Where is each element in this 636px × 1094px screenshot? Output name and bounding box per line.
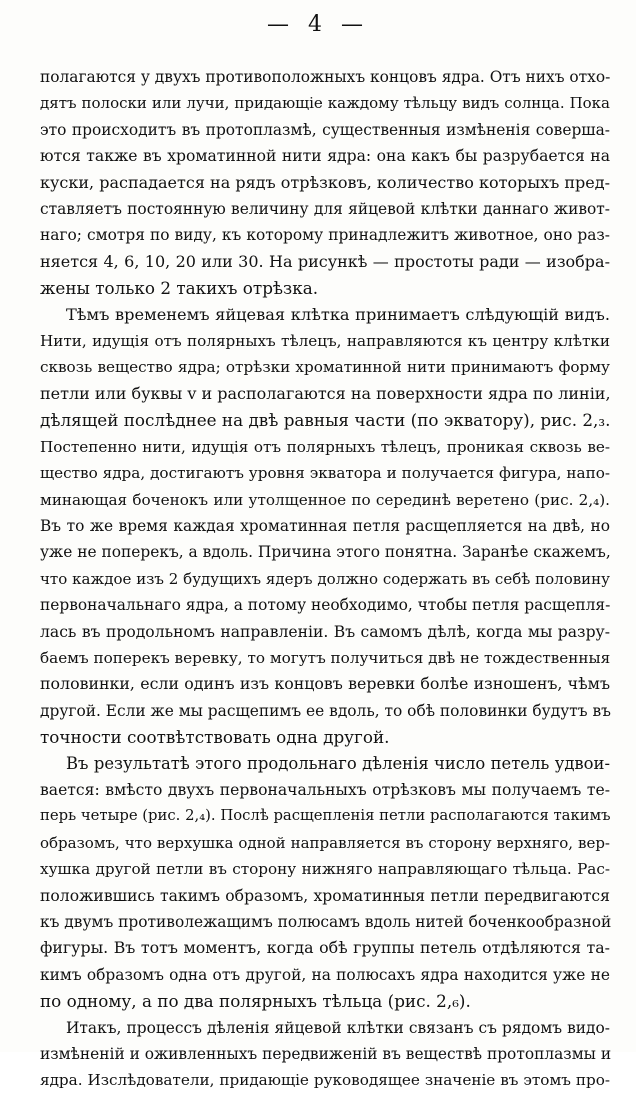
- text-line: ются также въ хроматинной нити ядра: она какъ бы разрубается на: [40, 147, 610, 166]
- text-line: половинки, если одинъ изъ концовъ веревки болѣе изношенъ, чѣмъ: [40, 674, 610, 694]
- text-line: щество ядра, достигаютъ уровня экватора и получается фигура, напо-: [40, 464, 610, 483]
- text-line: первоначальнаго ядра, а потому необходимо, чтобы петля расщепля-: [40, 596, 611, 615]
- text-line: полагаются у двухъ противоположныхъ концовъ ядра. Отъ нихъ отхо-: [40, 68, 611, 86]
- text-line: Итакъ, процессъ дѣленія яйцевой клѣтки связанъ съ рядомъ видо-: [66, 1018, 610, 1037]
- text-line: перь четыре (рис. 2,₄). Послѣ расщепленія петли располагаются такимъ: [40, 807, 611, 825]
- text-line: что каждое изъ 2 будущихъ ядеръ должно содержать въ себѣ половину: [40, 569, 610, 588]
- text-line: кимъ образомъ одна отъ другой, на полюсахъ ядра находится уже не: [40, 965, 610, 984]
- text-line: петли или буквы v и располагаются на поверхности ядра по линіи,: [40, 383, 611, 403]
- text-line: минающая боченокъ или утолщенное по серединѣ веретено (рис. 2,₄).: [40, 490, 610, 509]
- paragraph: [40, 1015, 610, 1094]
- text-line: дѣлящей послѣднее на двѣ равныя части (по экватору), рис. 2,₃.: [40, 410, 611, 431]
- text-line: измѣненій и оживленныхъ передвиженій въ веществѣ протоплазмы и: [40, 1045, 612, 1064]
- text-line: хушка другой петли въ сторону нижняго направляющаго тѣльца. Рас-: [40, 860, 610, 879]
- text-line: по одному, а по два полярныхъ тѣльца (рис. 2,₆).: [40, 991, 471, 1012]
- text-line: сквозь вещество ядра; отрѣзки хроматинной нити принимаютъ форму: [40, 358, 610, 377]
- text-line: образомъ, что верхушка одной направляется въ сторону верхняго, вер-: [40, 833, 610, 852]
- text-line: это происходитъ въ протоплазмѣ, существенныя измѣненія соверша-: [40, 120, 610, 139]
- text-line: лась въ продольномъ направленіи. Въ самомъ дѣлѣ, когда мы разру-: [40, 622, 610, 641]
- text-line: Постепенно нити, идущія отъ полярныхъ тѣлецъ, проникая сквозь ве-: [40, 437, 610, 456]
- text-line: ставляетъ постоянную величину для яйцевой клѣтки даннаго живот-: [40, 200, 610, 219]
- text-line: жены только 2 такихъ отрѣзка.: [40, 278, 319, 299]
- text-line: баемъ поперекъ веревку, то могутъ получиться двѣ не тождественныя: [40, 648, 611, 667]
- text-line: точности соотвѣтствовать одна другой.: [40, 727, 390, 748]
- text-line: Въ результатѣ этого продольнаго дѣленія число петель удвои-: [66, 753, 610, 773]
- text-line: ядра. Изслѣдователи, придающіе руководящее значеніе въ этомъ про-: [40, 1071, 610, 1090]
- page-number: — 4 —: [267, 12, 369, 37]
- text-line: Тѣмъ временемъ яйцевая клѣтка принимаетъ слѣдующій видъ.: [66, 304, 610, 324]
- text-line: фигуры. Въ тотъ моментъ, когда обѣ группы петель отдѣляются та-: [40, 938, 610, 958]
- text-line: уже не поперекъ, а вдоль. Причина этого понятна. Заранѣе скажемъ,: [40, 543, 611, 562]
- paragraph: [40, 751, 610, 1015]
- text-line: Въ то же время каждая хроматинная петля расщепляется на двѣ, но: [40, 516, 610, 535]
- text-line: къ двумъ противолежащимъ полюсамъ вдоль нитей боченкообразной: [40, 913, 612, 931]
- paragraph: [40, 64, 610, 302]
- text-line: наго; смотря по виду, къ которому принадлежитъ животное, оно раз-: [40, 226, 610, 245]
- text-line: дятъ полоски или лучи, придающіе каждому тѣльцу видъ солнца. Пока: [40, 94, 610, 113]
- text-line: няется 4, 6, 10, 20 или 30. На рисункѣ — простоты ради — изобра-: [40, 251, 610, 271]
- text-line: Нити, идущія отъ полярныхъ тѣлецъ, направляются къ центру клѣтки: [40, 332, 610, 351]
- body-text: [40, 64, 610, 1094]
- text-line: вается: вмѣсто двухъ первоначальныхъ отрѣзковъ мы получаемъ те-: [40, 780, 610, 799]
- paragraph: [40, 302, 610, 751]
- text-line: положившись такимъ образомъ, хроматинныя петли передвигаются: [40, 886, 610, 905]
- text-line: другой. Если же мы расщепимъ ее вдоль, то обѣ половинки будутъ въ: [40, 701, 611, 720]
- text-line: куски, распадается на рядъ отрѣзковъ, количество которыхъ пред-: [40, 172, 610, 192]
